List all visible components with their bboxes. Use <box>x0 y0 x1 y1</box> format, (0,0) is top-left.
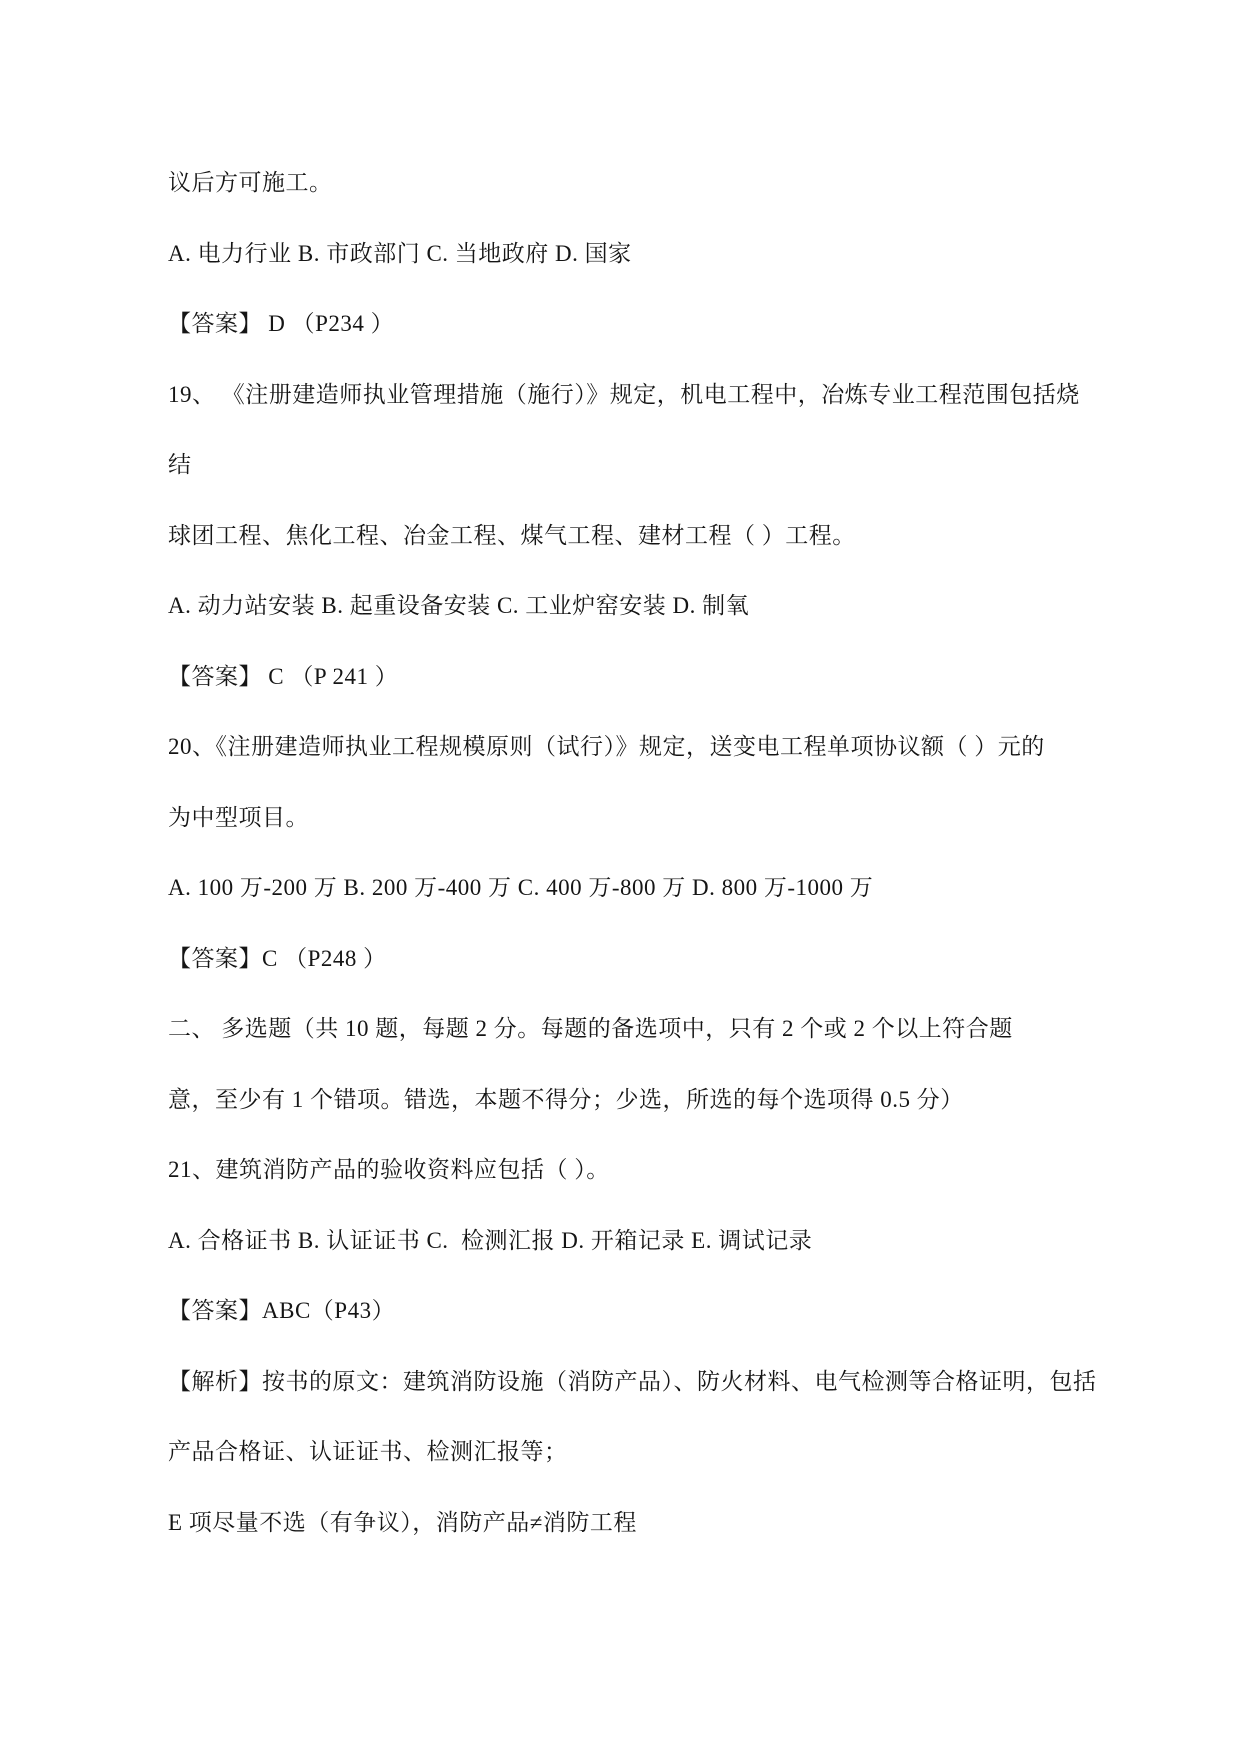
question-20-stem-continuation: 为中型项目。 <box>168 804 309 830</box>
question-21-options: A. 合格证书 B. 认证证书 C. 检测汇报 D. 开箱记录 E. 调试记录 <box>168 1227 813 1253</box>
question-18-stem-continuation: 议后方可施工。 <box>168 170 333 195</box>
question-20-options: A. 100 万-200 万 B. 200 万-400 万 C. 400 万-800 万 D. 800 万-1000 万 <box>168 875 874 900</box>
question-20-answer: 【答案】C （P248 ） <box>168 945 387 971</box>
section-2-header-continuation: 意，至少有 1 个错项。错选，本题不得分；少选，所选的每个选项得 0.5 分） <box>168 1086 964 1112</box>
section-2-header: 二、 多选题（共 10 题，每题 2 分。每题的备选项中，只有 2 个或 2 个以上符合题 <box>168 1016 1013 1041</box>
question-21-analysis-continuation: 产品合格证、认证证书、检测汇报等； <box>168 1439 568 1464</box>
question-19-stem-continuation: 结 <box>168 452 192 477</box>
question-21-analysis: 【解析】按书的原文：建筑消防设施（消防产品）、防火材料、电气检测等合格证明，包括 <box>168 1368 1097 1394</box>
question-20-stem: 20、《注册建造师执业工程规模原则（试行）》规定，送变电工程单项协议额（ ）元的 <box>168 734 1045 759</box>
question-19-stem: 19、 《注册建造师执业管理措施（施行）》规定，机电工程中，冶炼专业工程范围包括烧 <box>168 381 1080 407</box>
question-21-stem: 21、建筑消防产品的验收资料应包括（ ）。 <box>168 1157 610 1182</box>
question-18-answer: 【答案】 D （P234 ） <box>168 311 395 336</box>
question-19-options: A. 动力站安装 B. 起重设备安装 C. 工业炉窑安装 D. 制氧 <box>168 593 750 618</box>
question-19-answer: 【答案】 C （P 241 ） <box>168 663 399 689</box>
question-19-stem-continuation-2: 球团工程、焦化工程、冶金工程、煤气工程、建材工程（ ）工程。 <box>168 522 856 548</box>
question-18-options: A. 电力行业 B. 市政部门 C. 当地政府 D. 国家 <box>168 240 632 266</box>
question-21-analysis-note: E 项尽量不选（有争议），消防产品≠消防工程 <box>168 1509 637 1535</box>
question-21-answer: 【答案】ABC（P43） <box>168 1298 396 1323</box>
